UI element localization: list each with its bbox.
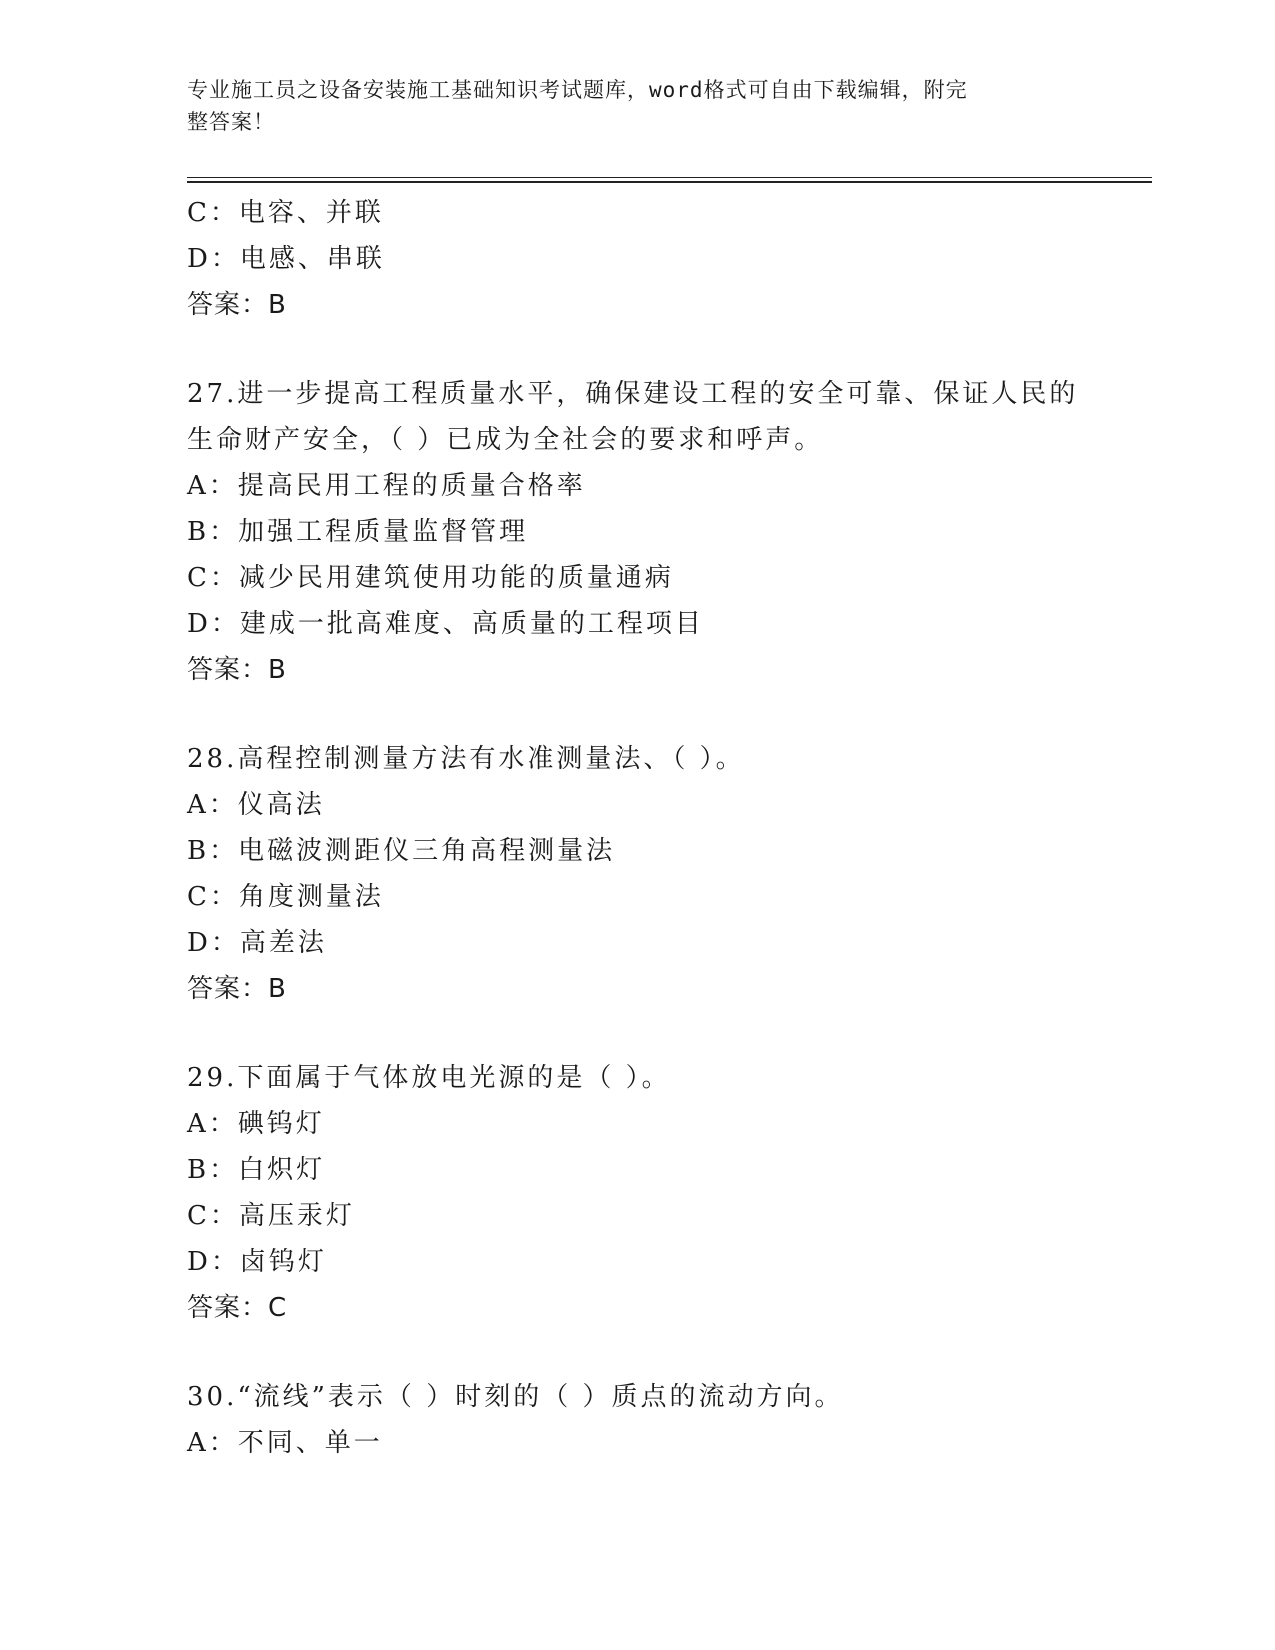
question-text-line: 29.下面属于气体放电光源的是（ ）。 [187, 1063, 671, 1093]
question-text-line: 生命财产安全，（ ）已成为全社会的要求和呼声。 [187, 425, 824, 455]
question-block-27 [187, 371, 1152, 693]
header-divider-thick [187, 181, 1152, 183]
option-c: C：减少民用建筑使用功能的质量通病 [187, 563, 674, 593]
header-line-1: 专业施工员之设备安装施工基础知识考试题库，word格式可自由下载编辑，附完 [187, 78, 968, 102]
question-block-28 [187, 736, 1152, 1012]
option-d: D：建成一批高难度、高质量的工程项目 [187, 609, 704, 639]
option-c: C：电容、并联 [187, 198, 384, 228]
question-text-line: 30.“流线”表示（ ）时刻的（ ）质点的流动方向。 [187, 1382, 844, 1412]
option-d: D：电感、串联 [187, 244, 385, 274]
question-block-29 [187, 1055, 1152, 1331]
question-text-line: 27.进一步提高工程质量水平，确保建设工程的安全可靠、保证人民的 [187, 379, 1079, 409]
option-d: D：卤钨灯 [187, 1247, 327, 1277]
question-text-line: 28.高程控制测量方法有水准测量法、（ ）。 [187, 744, 745, 774]
option-a: A：仪高法 [187, 790, 325, 820]
answer-line: 答案：B [187, 655, 287, 685]
option-b: B：电磁波测距仪三角高程测量法 [187, 836, 616, 866]
option-b: B：加强工程质量监督管理 [187, 517, 529, 547]
option-d: D：高差法 [187, 928, 327, 958]
answer-line: 答案：B [187, 974, 287, 1004]
header-line-2: 整答案！ [187, 110, 275, 134]
option-a: A：不同、单一 [187, 1428, 383, 1458]
option-b: B：白炽灯 [187, 1155, 326, 1185]
header-divider-thin [187, 177, 1152, 178]
question-block-26 [187, 190, 1152, 328]
answer-line: 答案：C [187, 1293, 288, 1323]
option-a: A：提高民用工程的质量合格率 [187, 471, 586, 501]
question-list [187, 190, 1152, 1466]
document-header [187, 74, 1067, 138]
option-c: C：角度测量法 [187, 882, 384, 912]
option-c: C：高压汞灯 [187, 1201, 355, 1231]
question-block-30 [187, 1374, 1152, 1466]
answer-line: 答案：B [187, 290, 287, 320]
option-a: A：碘钨灯 [187, 1109, 325, 1139]
